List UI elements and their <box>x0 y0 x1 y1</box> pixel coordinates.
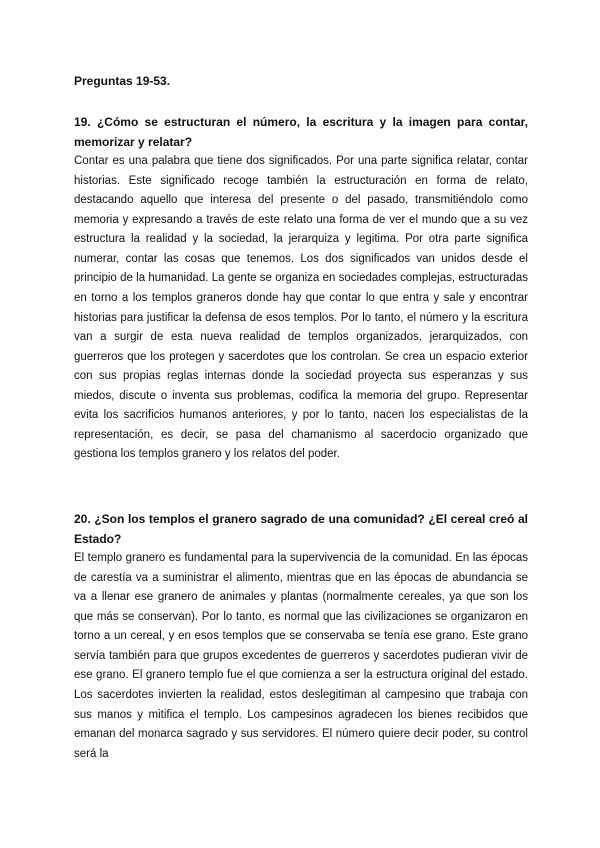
question-19-answer: Contar es una palabra que tiene dos significados. Por una parte significa relatar, contar historias. Este significado recoge también la estructuración en forma de relato, destacando aquello que interesa del presente o del pasado, transmitiéndolo como memoria y expresando a través de este relato una forma de ver el mundo que a su vez estructura la realidad y la sociedad, la jerarquiza y legitima. Por otra parte significa numerar, contar las cosas que tenemos. Los dos significados van unidos desde el principio de la humanidad. La gente se organiza en sociedades complejas, estructuradas en torno a los templos graneros donde hay que contar lo que entra y sale y encontrar historias para justificar la defensa de esos templos. Por lo tanto, el número y la escritura van a surgir de esta nueva realidad de templos organizados, jerarquizados, con guerreros que los protegen y sacerdotes que los controlan. Se crea un espacio exterior con sus propias reglas internas donde la sociedad proyecta sus esperanzas y sus miedos, discute o inventa sus problemas, codifica la memoria del grupo. Representar evita los sacrificios humanos anteriores, y por lo tanto, nacen los especialistas de la representación, es decir, se pasa del chamanismo al sacerdocio organizado que gestiona los templos granero y los relatos del poder. <box>74 155 528 461</box>
question-20-section <box>74 510 528 764</box>
question-19-heading: 19. ¿Cómo se estructuran el número, la escritura y la imagen para contar, memorizar y relatar? <box>74 115 528 149</box>
document-page <box>74 0 528 848</box>
question-19-section <box>74 113 528 465</box>
question-20-heading: 20. ¿Son los templos el granero sagrado de una comunidad? ¿El cereal creó al Estado? <box>74 512 528 546</box>
question-20-answer: El templo granero es fundamental para la supervivencia de la comunidad. En las épocas de carestía va a suministrar el alimento, mientras que en las épocas de abundancia se va a llenar ese granero de animales y plantas (normalmente cereales, ya que son los que más se conservan). Por lo tanto, es normal que las civilizaciones se organizaron en torno a un cereal, y en esos templos que se conservaba se tenía ese grano. Este grano servía también para que grupos excedentes de guerreros y sacerdotes pudieran vivir de ese grano. El granero templo fue el que comienza a ser la estructura original del estado. Los sacerdotes invierten la realidad, estos deslegitiman al campesino que trabaja con sus manos y mitifica el templo. Los campesinos agradecen los bienes recibidos que emanan del monarca sagrado y sus servidores. El número quiere decir poder, su control será la <box>74 552 528 760</box>
document-title: Preguntas 19-53. <box>74 74 171 88</box>
